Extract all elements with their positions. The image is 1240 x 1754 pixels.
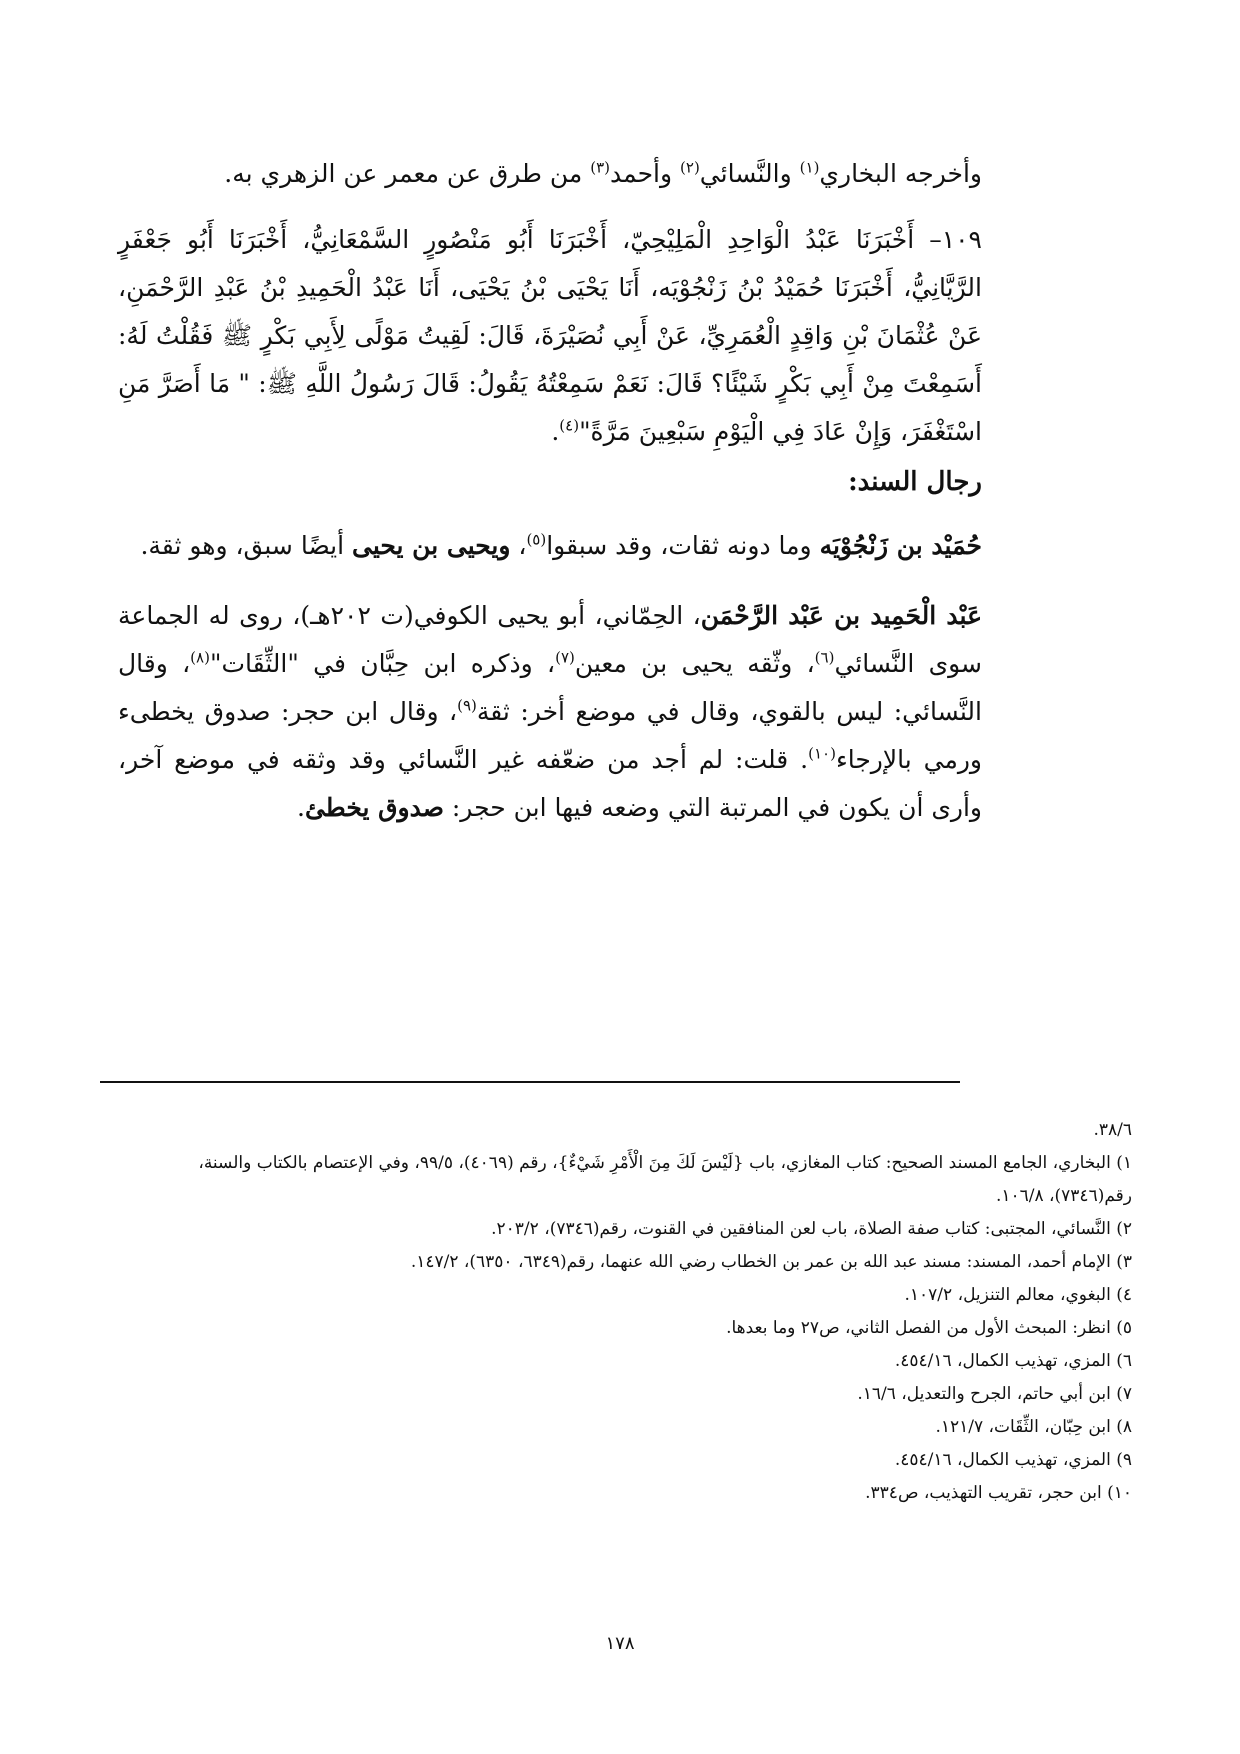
narrator-name-abdulhamid: عَبْد الْحَمِيد بن عَبْد الرَّحْمَن [700, 601, 982, 630]
footnote-6: ٦) المزي، تهذيب الكمال، ٤٥٤/١٦. [894, 1351, 1132, 1371]
hadith-paragraph: ١٠٩– أَخْبَرَنَا عَبْدُ الْوَاحِدِ الْمَلِيْحِيّ، أَخْبَرَنَا أَبُو مَنْصُورٍ السَّمْعَانِيُّ، أَخْبَرَنَا أَبُو جَعْفَرٍ الرَّيَّانِيُّ، أَخْبَرَنَا حُمَيْدُ بْنُ زَنْجُوْيَه، أَنَا يَحْيَى بْنُ يَحْيَى، أَنَا عَبْدُ الْحَمِيدِ بْنُ عَبْدِ الرَّحْمَنِ، عَنْ عُثْمَانَ بْنِ وَاقِدٍ الْعُمَرِيِّ، عَنْ أَبِي نُصَيْرَةَ، قَالَ: لَقِيتُ مَوْلًى لِأَبِي بَكْرٍ ﷺ فَقُلْتُ لَهُ: أَسَمِعْتَ مِنْ أَبِي بَكْرٍ شَيْئًا؟ قَالَ: نَعَمْ سَمِعْتُهُ يَقُولُ: قَالَ رَسُولُ اللَّهِ ﷺ: " مَا أَصَرَّ مَنِ اسْتَغْفَرَ، وَإِنْ عَادَ فِي الْيَوْمِ سَبْعِينَ مَرَّةً"$^{(٤)}$. [118, 225, 982, 446]
narrator-paragraph-1: حُمَيْد بن زَنْجُوْيَه وما دونه ثقات، وقد سبقوا$^{(٥)}$، ويحيى بن يحيى أيضًا سبق، وهو ثقة. [140, 530, 982, 560]
section-heading: رجال السند: [848, 467, 982, 497]
footnote-10: ١٠) ابن حجر، تقريب التهذيب، ص٣٣٤. [865, 1483, 1132, 1503]
footnote-ref-8[interactable]: (٨) [190, 648, 210, 667]
footnote-4: ٤) البغوي، معالم التنزيل، ١٠٧/٢. [904, 1285, 1132, 1305]
footnote-9: ٩) المزي، تهذيب الكمال، ٤٥٤/١٦. [894, 1450, 1132, 1470]
intro-paragraph: وأخرجه البخاري$^{(١)}$ والنَّسائي$^{(٢)}$ وأحمد$^{(٣)}$ من طرق عن معمر عن الزهري به. [224, 158, 982, 188]
footnote-5: ٥) انظر: المبحث الأول من الفصل الثاني، ص٢٧ وما بعدها. [726, 1318, 1132, 1338]
footnote-ref-5[interactable]: (٥) [526, 530, 547, 549]
main-text [118, 150, 982, 832]
footnote-ref-9[interactable]: (٩) [457, 696, 477, 715]
footnote-3: ٣) الإمام أحمد، المسند: مسند عبد الله بن عمر بن الخطاب رضي الله عنهما، رقم(٦٣٤٩، ٦٣٥٠)، ١٤٧/٢. [410, 1252, 1132, 1272]
footnote-7: ٧) ابن أبي حاتم، الجرح والتعديل، ١٦/٦. [857, 1384, 1132, 1404]
footnotes [150, 1114, 1132, 1510]
footnote-2: ٢) النَّسائي، المجتبى: كتاب صفة الصلاة، باب لعن المنافقين في القنوت، رقم(٧٣٤٦)، ٢٠٣/٢. [491, 1219, 1132, 1239]
page-number: ١٧٨ [605, 1633, 635, 1654]
footnote-ref-2[interactable]: (٢) [680, 158, 700, 177]
footnote-8: ٨) ابن حِبّان، الثِّقَات، ١٢١/٧. [935, 1417, 1132, 1437]
footnote-carryover: ٣٨/٦. [1093, 1120, 1132, 1140]
footnote-ref-7[interactable]: (٧) [555, 648, 575, 667]
narrator-verdict: صدوق يخطئ [304, 793, 444, 822]
footnote-ref-10[interactable]: (١٠) [808, 744, 836, 763]
footnote-ref-1[interactable]: (١) [799, 158, 820, 177]
footnote-ref-4[interactable]: (٤) [559, 416, 580, 435]
footnote-separator [100, 1081, 960, 1083]
footnote-1: ١) البخاري، الجامع المسند الصحيح: كتاب المغازي، باب {لَيْسَ لَكَ مِنَ الْأَمْرِ شَيْءٌ}، رقم (٤٠٦٩)، ٩٩/٥، وفي الإعتصام بالكتاب والسنة، رقم(٧٣٤٦)، ١٠٦/٨. [198, 1153, 1132, 1206]
footnote-ref-3[interactable]: (٣) [590, 158, 611, 177]
hadith-text: ١٠٩– أَخْبَرَنَا عَبْدُ الْوَاحِدِ الْمَلِيْحِيّ، أَخْبَرَنَا أَبُو مَنْصُورٍ السَّمْعَانِيُّ، أَخْبَرَنَا أَبُو جَعْفَرٍ الرَّيَّانِيُّ، أَخْبَرَنَا حُمَيْدُ بْنُ زَنْجُوْيَه، أَنَا يَحْيَى بْنُ يَحْيَى، أَنَا عَبْدُ الْحَمِيدِ بْنُ عَبْدِ الرَّحْمَنِ، عَنْ عُثْمَانَ بْنِ وَاقِدٍ الْعُمَرِيِّ، عَنْ أَبِي نُصَيْرَةَ، قَالَ: لَقِيتُ مَوْلًى لِأَبِي بَكْرٍ ﷺ فَقُلْتُ لَهُ: أَسَمِعْتَ مِنْ أَبِي بَكْرٍ شَيْئًا؟ قَالَ: نَعَمْ سَمِعْتُهُ يَقُولُ: قَالَ رَسُولُ اللَّهِ ﷺ: " مَا أَصَرَّ مَنِ اسْتَغْفَرَ، وَإِنْ عَادَ فِي الْيَوْمِ سَبْعِينَ مَرَّةً" [118, 225, 982, 446]
narrator-paragraph-2: عَبْد الْحَمِيد بن عَبْد الرَّحْمَن، الحِمّاني، أبو يحيى الكوفي(ت ٢٠٢هـ)، روى له الجماعة سوى النَّسائي$^{(٦)}$، وثّقه يحيى بن معين$^{(٧)}$، وذكره ابن حِبَّان في "الثِّقَات"$^{(٨)}$، وقال النَّسائي: ليس بالقوي، وقال في موضع أخر: ثقة$^{(٩)}$، وقال ابن حجر: صدوق يخطىء ورمي بالإرجاء$^{(١٠)}$. قلت: لم أجد من ضعّفه غير النَّسائي وقد وثقه في موضع آخر، وأرى أن يكون في المرتبة التي وضعه فيها ابن حجر: صدوق يخطئ. [118, 601, 982, 822]
footnote-ref-6[interactable]: (٦) [814, 648, 835, 667]
narrator-name-humayd: حُمَيْد بن زَنْجُوْيَه [819, 531, 982, 560]
narrator-name-yahya: ويحيى بن يحيى [351, 531, 511, 560]
